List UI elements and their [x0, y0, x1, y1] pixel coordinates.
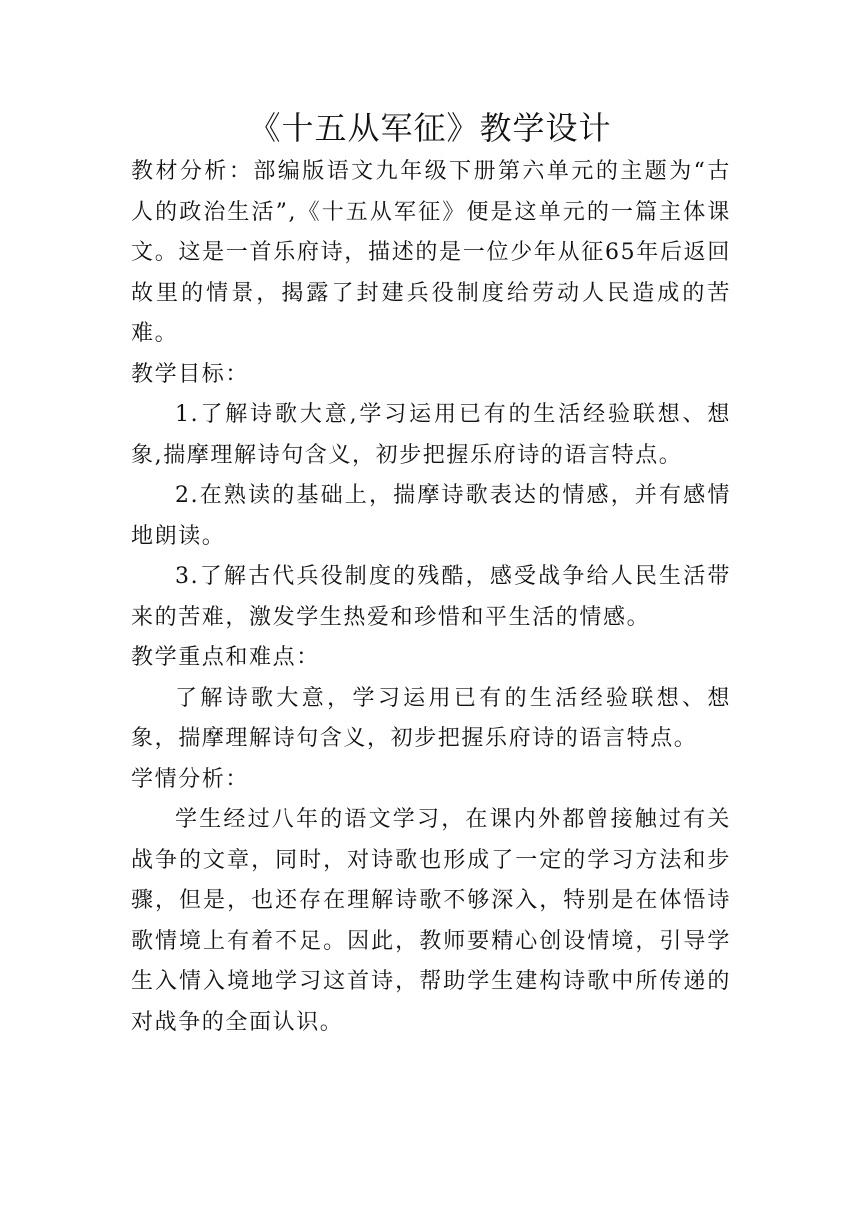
document-body [131, 152, 731, 1043]
student-analysis-heading: 学情分析： [131, 766, 250, 792]
document-title: 《十五从军征》教学设计 [248, 109, 612, 147]
key-points-paragraph: 了解诗歌大意，学习运用已有的生活经验联想、想象，揣摩理解诗句含义，初步把握乐府诗的语言特点。 [131, 685, 731, 751]
student-analysis-paragraph: 学生经过八年的语文学习，在课内外都曾接触过有关战争的文章，同时，对诗歌也形成了一定的学习方法和步骤，但是，也还存在理解诗歌不够深入，特别是在体悟诗歌情境上有着不足。因此，教师要精心创设情境，引导学生入情入境地学习这首诗，帮助学生建构诗歌中所传递的对战争的全面认识。 [131, 807, 731, 1035]
textbook-analysis-paragraph: 教材分析：部编版语文九年级下册第六单元的主题为“古人的政治生活”,《十五从军征》便是这单元的一篇主体课文。这是一首乐府诗，描述的是一位少年从征65年后返回故里的情景，揭露了封建兵役制度给劳动人民造成的苦难。 [131, 159, 731, 346]
teaching-goal-2: 2.在熟读的基础上，揣摩诗歌表达的情感，并有感情地朗读。 [131, 483, 731, 549]
key-points-heading: 教学重点和难点： [131, 645, 320, 670]
teaching-goal-3: 3.了解古代兵役制度的残酷，感受战争给人民生活带来的苦难，激发学生热爱和珍惜和平生活的情感。 [131, 564, 731, 630]
teaching-goal-1: 1.了解诗歌大意,学习运用已有的生活经验联想、想象,揣摩理解诗句含义，初步把握乐府诗的语言特点。 [131, 402, 731, 468]
teaching-goals-heading: 教学目标： [131, 361, 250, 387]
